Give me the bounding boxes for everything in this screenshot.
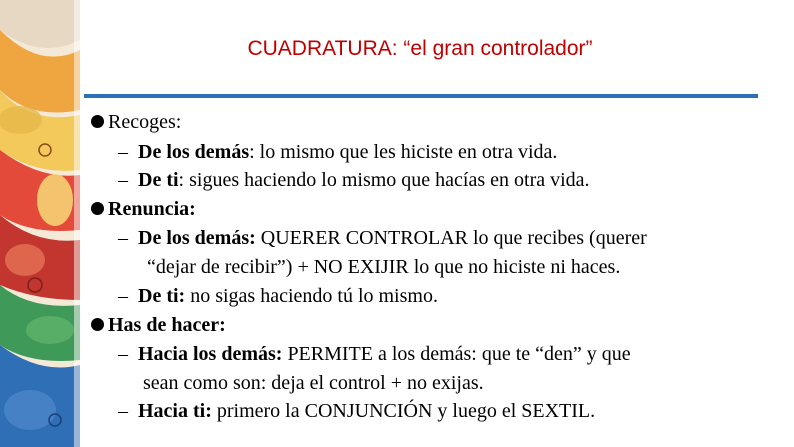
sub-bullet-head: De los demás: bbox=[138, 227, 256, 249]
sub-bullet-text: no sigas haciendo tú lo mismo. bbox=[185, 285, 438, 307]
dash: – bbox=[118, 141, 128, 163]
sub-bullet-head: De los demás bbox=[138, 141, 250, 163]
bullet-renuncia bbox=[91, 197, 196, 221]
sub-bullet-head: De ti: bbox=[138, 285, 186, 307]
slide-title: CUADRATURA: “el gran controlador” bbox=[247, 37, 593, 60]
sub-bullet-text: PERMITE a los demás: que te “den” y que bbox=[282, 343, 631, 365]
bullet-head-rest: : bbox=[175, 111, 182, 133]
sub-bullet-continuation: “dejar de recibir”) + NO EXIJIR lo que no hiciste ni haces. bbox=[147, 256, 621, 278]
sub-bullet-continuation: sean como son: deja el control + no exijas. bbox=[143, 372, 484, 394]
sub-bullet-head: De ti bbox=[138, 169, 179, 191]
sub-bullet-text: : sigues haciendo lo mismo que hacías en otra vida. bbox=[178, 169, 590, 191]
sub-bullet bbox=[118, 342, 631, 366]
bullet-icon bbox=[91, 202, 104, 215]
bullet-icon bbox=[91, 318, 104, 331]
dash: – bbox=[118, 285, 128, 307]
bullet-head: Recoges bbox=[108, 111, 176, 133]
sub-bullet-text: : lo mismo que les hiciste en otra vida. bbox=[249, 141, 558, 163]
sub-bullet bbox=[118, 168, 590, 192]
dash: – bbox=[118, 400, 128, 422]
sub-bullet-text: primero la CONJUNCIÓN y luego el SEXTIL. bbox=[211, 400, 596, 422]
decorative-mandala-art bbox=[0, 0, 80, 447]
bullet-head: Has de hacer: bbox=[108, 314, 226, 336]
bullet-head: Renuncia: bbox=[108, 198, 196, 220]
dash: – bbox=[118, 227, 128, 249]
sub-bullet bbox=[118, 399, 595, 423]
dash: – bbox=[118, 169, 128, 191]
sub-bullet bbox=[118, 226, 647, 250]
title-divider bbox=[84, 94, 758, 98]
sub-bullet-head: Hacia ti: bbox=[138, 400, 212, 422]
sub-bullet bbox=[118, 284, 438, 308]
dash: – bbox=[118, 343, 128, 365]
bullet-has-de-hacer bbox=[91, 313, 226, 337]
sub-bullet-text: QUERER CONTROLAR lo que recibes (querer bbox=[255, 227, 647, 249]
sub-bullet-head: Hacia los demás: bbox=[138, 343, 283, 365]
bullet-icon bbox=[91, 115, 104, 128]
bullet-recoges bbox=[91, 110, 181, 134]
sub-bullet bbox=[118, 140, 557, 164]
